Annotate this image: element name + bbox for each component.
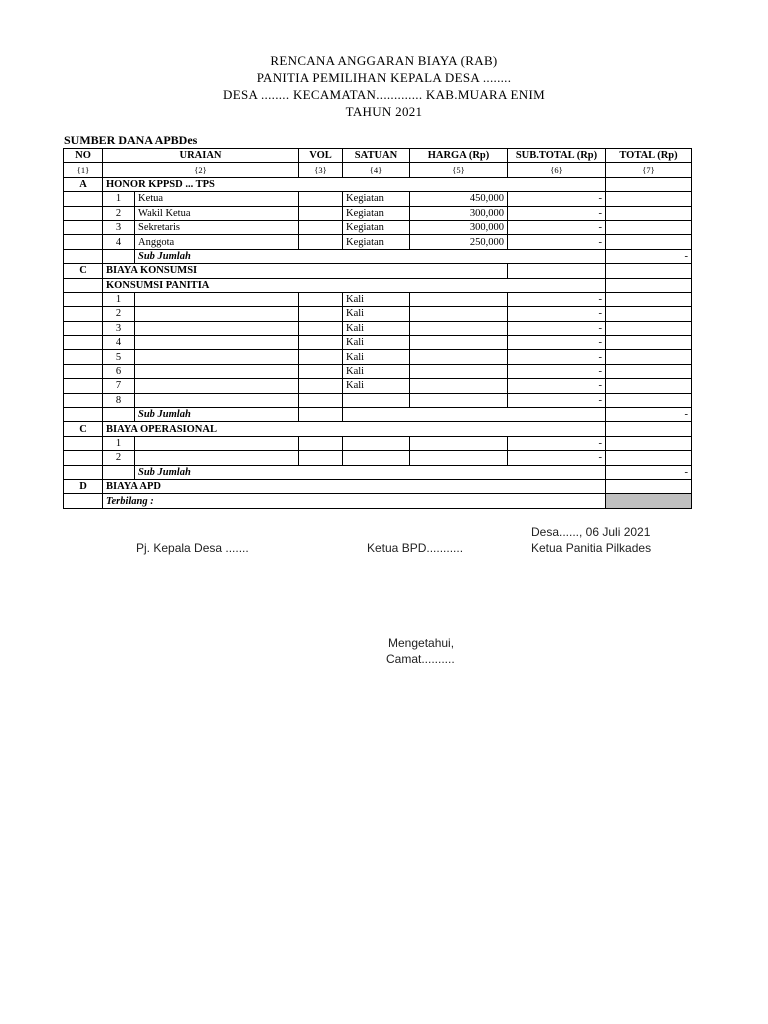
row-satuan: Kali bbox=[343, 336, 410, 350]
title-line-1: RENCANA ANGGARAN BIAYA (RAB) bbox=[270, 53, 498, 68]
row-subtotal: - bbox=[508, 292, 606, 306]
row-no: 8 bbox=[103, 393, 135, 407]
index-cell: {6} bbox=[508, 163, 606, 177]
table-row bbox=[64, 292, 692, 306]
row-name: Anggota bbox=[135, 235, 299, 249]
row-no: 2 bbox=[103, 451, 135, 465]
index-cell: {3} bbox=[299, 163, 343, 177]
terbilang-label: Terbilang : bbox=[103, 494, 606, 508]
row-harga: 300,000 bbox=[410, 220, 508, 234]
row-no: 5 bbox=[103, 350, 135, 364]
title-line-4: TAHUN 2021 bbox=[345, 104, 423, 119]
row-harga: 250,000 bbox=[410, 235, 508, 249]
row-no: 3 bbox=[103, 220, 135, 234]
row-subtotal: - bbox=[508, 393, 606, 407]
col-no: NO bbox=[64, 149, 103, 163]
section-title: BIAYA OPERASIONAL bbox=[103, 422, 606, 436]
row-no: 1 bbox=[103, 192, 135, 206]
table-row bbox=[64, 350, 692, 364]
table-row bbox=[64, 451, 692, 465]
funding-source: SUMBER DANA APBDes bbox=[64, 133, 198, 147]
budget-table bbox=[63, 148, 692, 509]
subsection-row bbox=[64, 278, 692, 292]
subtotal-row bbox=[64, 249, 692, 263]
index-cell: {4} bbox=[343, 163, 410, 177]
row-satuan: Kegiatan bbox=[343, 220, 410, 234]
title-line-3: DESA ........ KECAMATAN............. KAB.MUARA ENIM bbox=[223, 87, 545, 102]
grand-total-cell bbox=[606, 494, 692, 508]
index-cell: {5} bbox=[410, 163, 508, 177]
col-uraian: URAIAN bbox=[103, 149, 299, 163]
col-subtotal: SUB.TOTAL (Rp) bbox=[508, 149, 606, 163]
section-a-row bbox=[64, 177, 692, 191]
section-title: BIAYA APD bbox=[103, 479, 606, 493]
row-subtotal: - bbox=[508, 379, 606, 393]
row-subtotal: - bbox=[508, 336, 606, 350]
table-row bbox=[64, 379, 692, 393]
row-name: Wakil Ketua bbox=[135, 206, 299, 220]
index-cell: {1} bbox=[64, 163, 103, 177]
section-letter: D bbox=[64, 479, 103, 493]
col-harga: HARGA (Rp) bbox=[410, 149, 508, 163]
section-letter: C bbox=[64, 264, 103, 278]
section-title: HONOR KPPSD ... TPS bbox=[103, 177, 606, 191]
row-no: 4 bbox=[103, 336, 135, 350]
row-subtotal: - bbox=[508, 206, 606, 220]
index-cell: {7} bbox=[606, 163, 692, 177]
row-no: 2 bbox=[103, 206, 135, 220]
section-total: - bbox=[606, 408, 692, 422]
subjumlah-label: Sub Jumlah bbox=[135, 465, 606, 479]
section-letter: A bbox=[64, 177, 103, 191]
row-no: 2 bbox=[103, 307, 135, 321]
row-satuan: Kegiatan bbox=[343, 206, 410, 220]
row-no: 3 bbox=[103, 321, 135, 335]
row-satuan: Kali bbox=[343, 292, 410, 306]
signature-mengetahui: Mengetahui, bbox=[388, 636, 455, 650]
row-name: Ketua bbox=[135, 192, 299, 206]
row-satuan: Kali bbox=[343, 350, 410, 364]
row-subtotal: - bbox=[508, 220, 606, 234]
table-row bbox=[64, 393, 692, 407]
signature-date: Desa......, 06 Juli 2021 bbox=[531, 525, 651, 539]
col-satuan: SATUAN bbox=[343, 149, 410, 163]
table-row bbox=[64, 192, 692, 206]
row-satuan bbox=[343, 393, 410, 407]
row-subtotal: - bbox=[508, 307, 606, 321]
index-cell: {2} bbox=[103, 163, 299, 177]
table-row bbox=[64, 364, 692, 378]
row-satuan: Kali bbox=[343, 379, 410, 393]
section-c2-row bbox=[64, 422, 692, 436]
table-header-row bbox=[64, 149, 692, 163]
row-harga: 450,000 bbox=[410, 192, 508, 206]
section-total: - bbox=[606, 465, 692, 479]
table-row bbox=[64, 436, 692, 450]
signature-camat: Camat.......... bbox=[386, 652, 455, 666]
section-letter: C bbox=[64, 422, 103, 436]
row-no: 6 bbox=[103, 364, 135, 378]
table-row bbox=[64, 307, 692, 321]
table-index-row bbox=[64, 163, 692, 177]
row-subtotal: - bbox=[508, 436, 606, 450]
col-total: TOTAL (Rp) bbox=[606, 149, 692, 163]
row-satuan: Kegiatan bbox=[343, 192, 410, 206]
row-name: Sekretaris bbox=[135, 220, 299, 234]
col-vol: VOL bbox=[299, 149, 343, 163]
row-subtotal: - bbox=[508, 321, 606, 335]
table-row bbox=[64, 220, 692, 234]
row-no: 4 bbox=[103, 235, 135, 249]
terbilang-row bbox=[64, 494, 692, 508]
signature-kepala-desa: Pj. Kepala Desa ....... bbox=[136, 541, 249, 555]
row-satuan: Kali bbox=[343, 364, 410, 378]
subjumlah-label: Sub Jumlah bbox=[135, 249, 606, 263]
row-no: 1 bbox=[103, 436, 135, 450]
row-subtotal: - bbox=[508, 192, 606, 206]
row-no: 1 bbox=[103, 292, 135, 306]
table-row bbox=[64, 336, 692, 350]
subsection-title: KONSUMSI PANITIA bbox=[103, 278, 606, 292]
table-row bbox=[64, 235, 692, 249]
row-subtotal: - bbox=[508, 350, 606, 364]
signature-ketua-panitia: Ketua Panitia Pilkades bbox=[531, 541, 652, 555]
document-header bbox=[0, 52, 768, 120]
row-subtotal: - bbox=[508, 364, 606, 378]
signature-ketua-bpd: Ketua BPD........... bbox=[367, 541, 464, 555]
row-subtotal: - bbox=[508, 451, 606, 465]
row-subtotal: - bbox=[508, 235, 606, 249]
section-d-row bbox=[64, 479, 692, 493]
title-line-2: PANITIA PEMILIHAN KEPALA DESA ........ bbox=[256, 70, 512, 85]
subtotal-row bbox=[64, 408, 692, 422]
row-satuan: Kegiatan bbox=[343, 235, 410, 249]
table-row bbox=[64, 206, 692, 220]
row-harga: 300,000 bbox=[410, 206, 508, 220]
section-c-row bbox=[64, 264, 692, 278]
subjumlah-label: Sub Jumlah bbox=[135, 408, 299, 422]
section-title: BIAYA KONSUMSI bbox=[103, 264, 508, 278]
section-total: - bbox=[606, 249, 692, 263]
subtotal-row bbox=[64, 465, 692, 479]
row-satuan: Kali bbox=[343, 307, 410, 321]
table-row bbox=[64, 321, 692, 335]
row-satuan: Kali bbox=[343, 321, 410, 335]
row-no: 7 bbox=[103, 379, 135, 393]
